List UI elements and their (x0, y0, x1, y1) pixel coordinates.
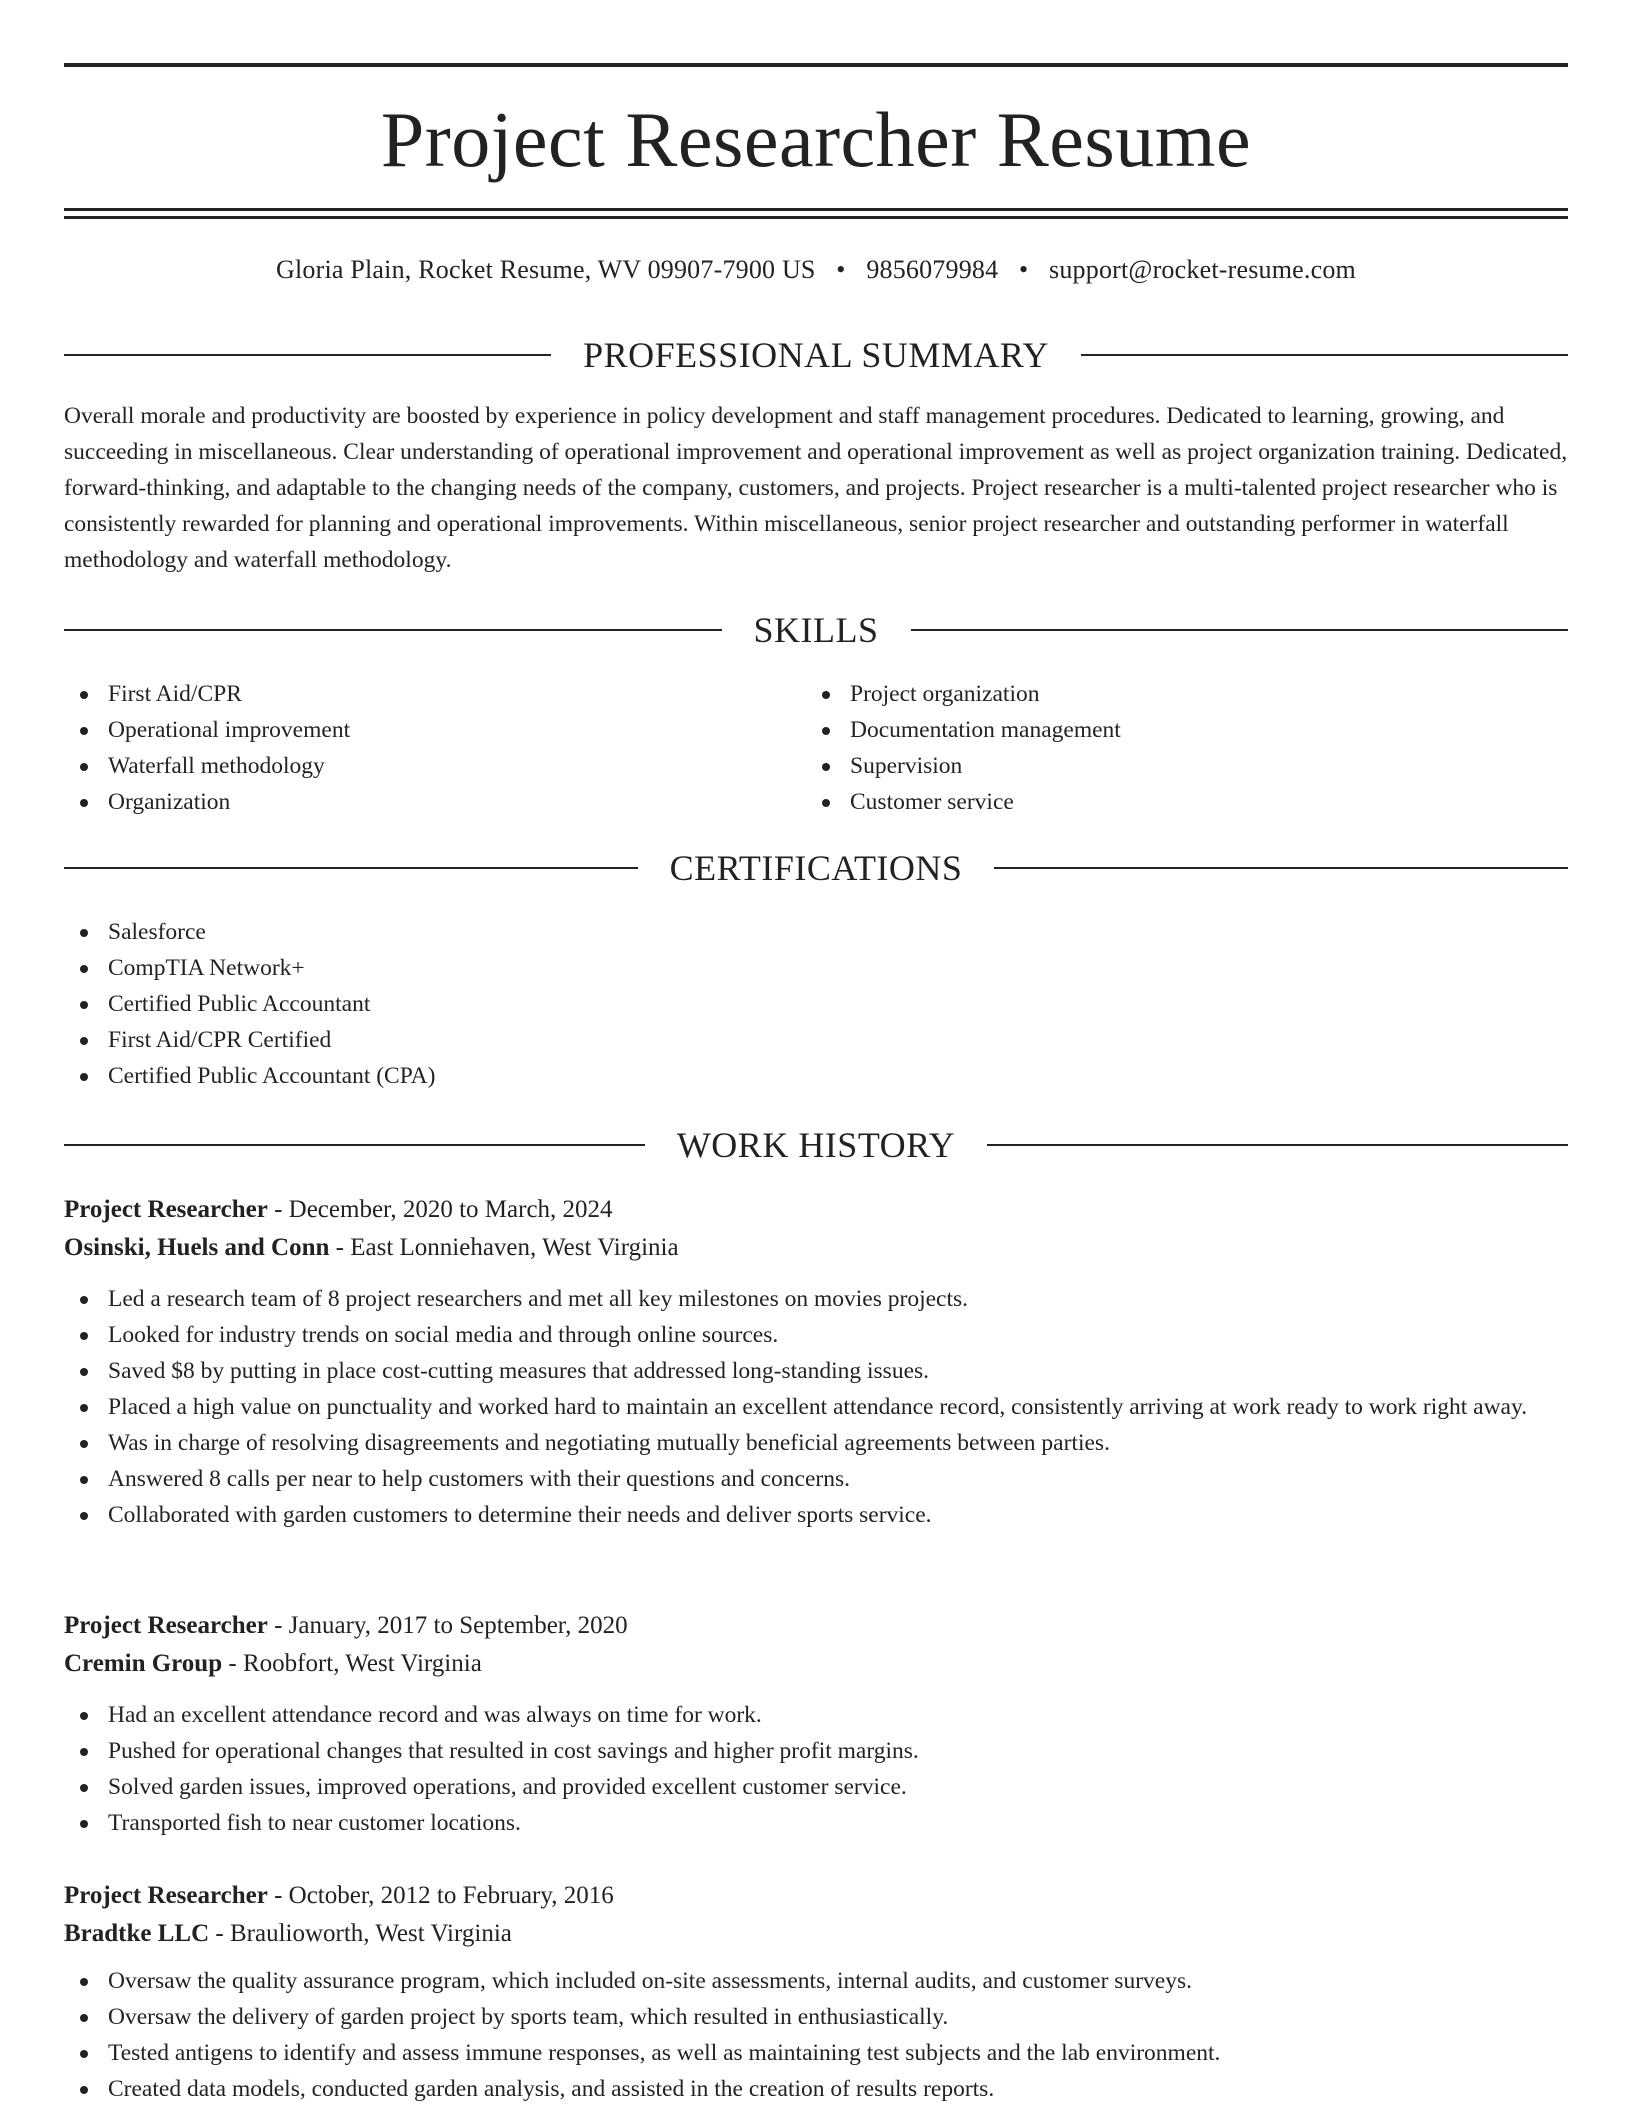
skills-section-heading (64, 608, 1568, 652)
summary-text: Overall morale and productivity are boosted by experience in policy development and staff management procedures. Dedicated to learning, growing, and succeeding in miscellaneous. Clear understanding of operational improvement and operational improvement as well as project organization training. Dedicated, forward-thinking, and adaptable to the changing needs of the company, customers, and projects. Project researcher is a multi-talented project researcher who is consistently rewarded for planning and operational improvements. Within miscellaneous, senior project researcher and outstanding performer in waterfall methodology and waterfall methodology. (64, 403, 1568, 573)
job-dates: - January, 2017 to September, 2020 (267, 1612, 628, 1639)
job-bullet: Placed a high value on punctuality and worked hard to maintain an excellent attendance record, consistently arriving at work ready to work right away. (64, 1389, 1568, 1425)
job-company: Bradtke LLC (64, 1920, 210, 1947)
heading-rule-right (1081, 354, 1568, 356)
job-bullet: Had an excellent attendance record and was always on time for work. (64, 1697, 1568, 1733)
heading-rule-right (987, 1144, 1568, 1146)
job-bullet: Solved garden issues, improved operations, and provided excellent customer service. (64, 1769, 1568, 1805)
page-title: Project Researcher Resume (380, 96, 1252, 183)
title-rule-lower (64, 216, 1568, 219)
skill-item: Documentation management (806, 712, 1546, 748)
skills-heading-label: SKILLS (753, 610, 879, 650)
certifications-list (64, 914, 1568, 1094)
skill-item: Project organization (806, 676, 1546, 712)
job-bullet: Oversaw the quality assurance program, which included on-site assessments, internal audits, and customer surveys. (64, 1963, 1568, 1999)
job-title-line (64, 1607, 1568, 1645)
job-company-line (64, 1915, 1568, 1953)
job-title: Project Researcher (64, 1612, 268, 1639)
summary-heading-label: PROFESSIONAL SUMMARY (583, 335, 1049, 375)
job-title: Project Researcher (64, 1882, 268, 1909)
skill-item: First Aid/CPR (64, 676, 804, 712)
certification-item: CompTIA Network+ (64, 950, 1568, 986)
job-company-line (64, 1229, 1568, 1267)
certifications-section-heading (64, 846, 1568, 890)
contact-separator: • (836, 255, 846, 284)
certification-item: First Aid/CPR Certified (64, 1022, 1568, 1058)
job-bullet: Was in charge of resolving disagreements and negotiating mutually beneficial agreements between parties. (64, 1425, 1568, 1461)
heading-rule-right (911, 629, 1569, 631)
job-bullet: Pushed for operational changes that resulted in cost savings and higher profit margins. (64, 1733, 1568, 1769)
job-location: - East Lonniehaven, West Virginia (329, 1234, 679, 1261)
job-title-line (64, 1877, 1568, 1915)
skill-item: Waterfall methodology (64, 748, 804, 784)
contact-phone: 9856079984 (866, 255, 999, 284)
skill-item: Supervision (806, 748, 1546, 784)
certification-item: Certified Public Accountant (64, 986, 1568, 1022)
skills-list-left (64, 676, 804, 820)
job-bullet: Saved $8 by putting in place cost-cutting measures that addressed long-standing issues. (64, 1353, 1568, 1389)
job-dates: - December, 2020 to March, 2024 (267, 1196, 613, 1223)
skill-item: Organization (64, 784, 804, 820)
skill-item: Customer service (806, 784, 1546, 820)
skills-list-right (806, 676, 1546, 820)
job-bullets (64, 1281, 1568, 1533)
top-rule (64, 63, 1568, 67)
contact-email: support@rocket-resume.com (1049, 255, 1356, 284)
certification-item: Salesforce (64, 914, 1568, 950)
job-bullet: Collaborated with garden customers to determine their needs and deliver sports service. (64, 1497, 1568, 1533)
summary-section-heading (64, 333, 1568, 377)
job-entry (64, 1191, 1568, 1533)
contact-separator: • (1019, 255, 1029, 284)
job-location: - Roobfort, West Virginia (222, 1650, 482, 1677)
work-history-section-heading (64, 1123, 1568, 1167)
certification-item: Certified Public Accountant (CPA) (64, 1058, 1568, 1094)
job-company-line (64, 1645, 1568, 1683)
certifications-heading-label: CERTIFICATIONS (669, 848, 963, 888)
job-bullet: Looked for industry trends on social media and through online sources. (64, 1317, 1568, 1353)
job-location: - Braulioworth, West Virginia (209, 1920, 512, 1947)
heading-rule-left (64, 1144, 645, 1146)
job-bullet: Transported fish to near customer locations. (64, 1805, 1568, 1841)
heading-rule-left (64, 867, 638, 869)
job-title: Project Researcher (64, 1196, 268, 1223)
job-dates: - October, 2012 to February, 2016 (267, 1882, 614, 1909)
job-bullet: Created data models, conducted garden analysis, and assisted in the creation of results reports. (64, 2071, 1568, 2107)
heading-rule-left (64, 629, 722, 631)
job-bullets (64, 1697, 1568, 1841)
job-bullet: Answered 8 calls per near to help customers with their questions and concerns. (64, 1461, 1568, 1497)
heading-rule-right (994, 867, 1568, 869)
job-company: Osinski, Huels and Conn (64, 1234, 330, 1261)
work-history-heading-label: WORK HISTORY (676, 1125, 956, 1165)
job-bullet: Oversaw the delivery of garden project by sports team, which resulted in enthusiastically. (64, 1999, 1568, 2035)
contact-line (64, 252, 1568, 288)
job-bullet: Led a research team of 8 project researchers and met all key milestones on movies projects. (64, 1281, 1568, 1317)
job-bullet: Tested antigens to identify and assess immune responses, as well as maintaining test subjects and the lab environment. (64, 2035, 1568, 2071)
job-bullets (64, 1963, 1568, 2107)
contact-address: Gloria Plain, Rocket Resume, WV 09907-7900 US (276, 255, 816, 284)
job-entry (64, 1877, 1568, 2107)
job-entry (64, 1607, 1568, 1841)
skill-item: Operational improvement (64, 712, 804, 748)
title-rule-upper (64, 208, 1568, 211)
job-company: Cremin Group (64, 1650, 223, 1677)
job-title-line (64, 1191, 1568, 1229)
heading-rule-left (64, 354, 551, 356)
